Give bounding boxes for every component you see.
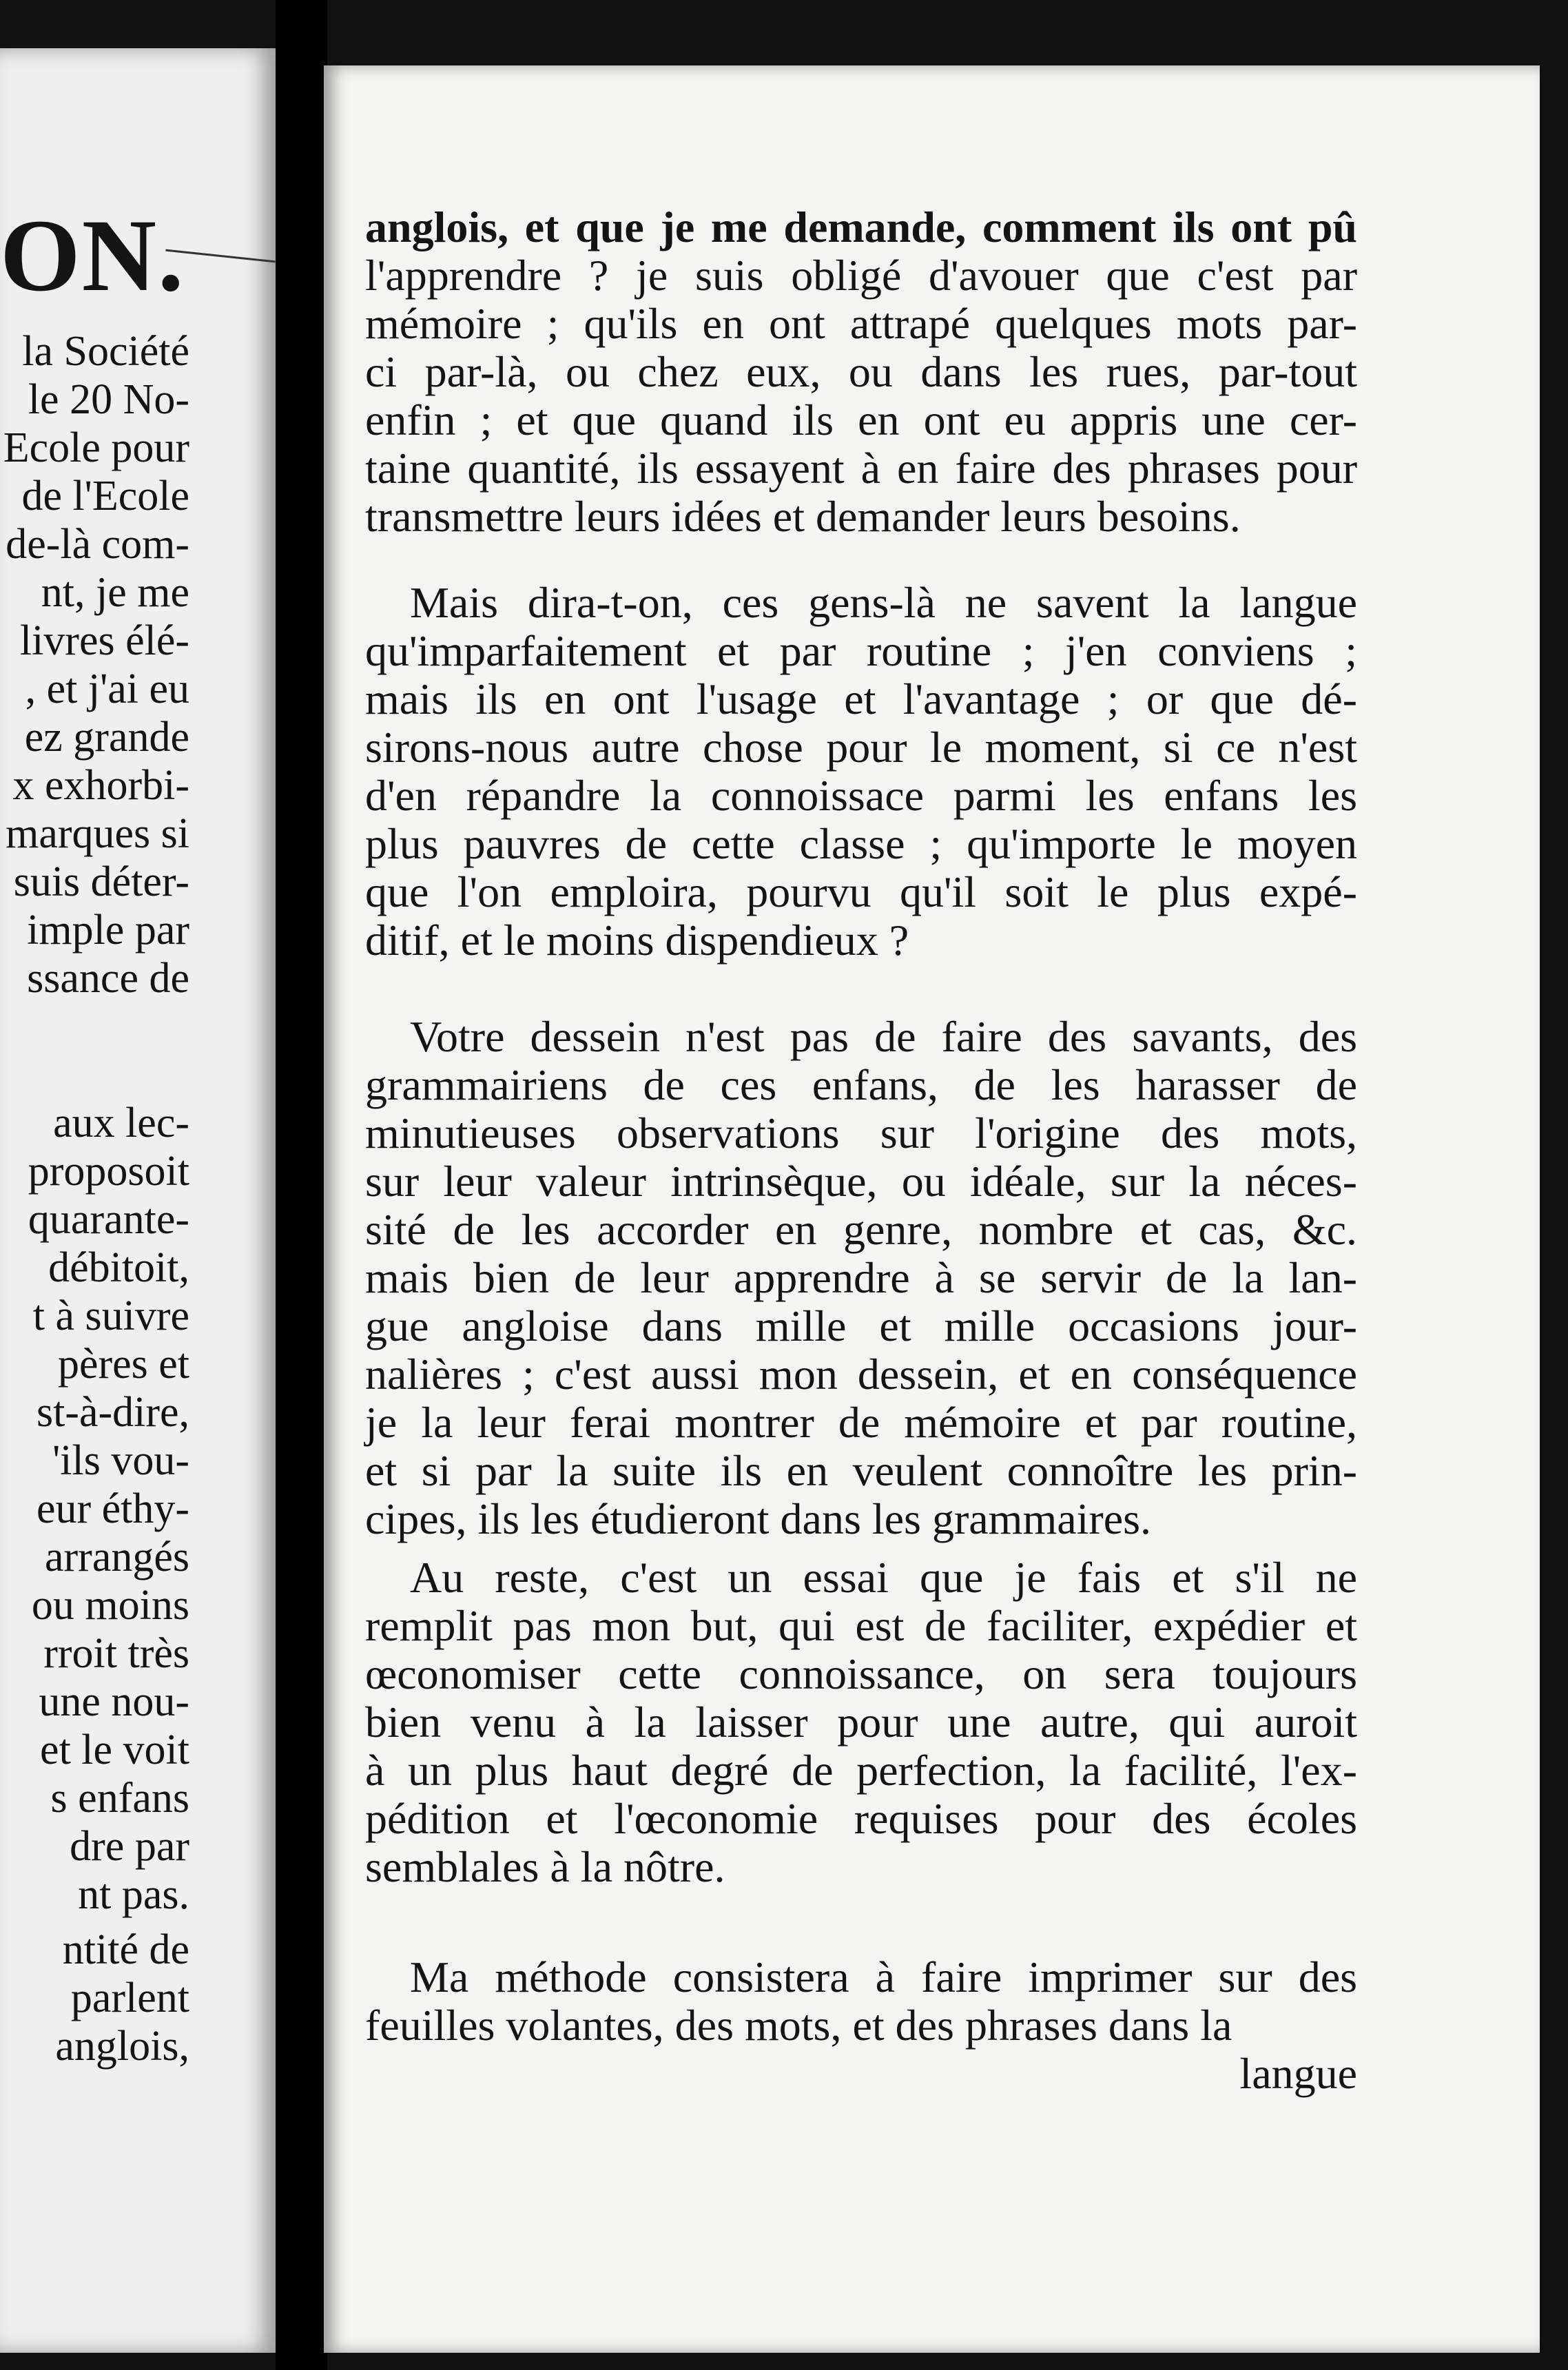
left-page-line: anglois, xyxy=(55,2023,189,2070)
left-page-line: arrangés xyxy=(45,1534,189,1580)
left-page-line: eur éthy- xyxy=(36,1485,189,1532)
body-text-line: l'apprendre ? je suis obligé d'avouer que c'est par xyxy=(365,251,1357,300)
left-page-heading: ON. xyxy=(0,198,185,313)
left-page-line: , et j'ai eu xyxy=(25,666,189,712)
body-text-line: sité de les accorder en genre, nombre et cas, &c. xyxy=(365,1205,1357,1254)
body-text-line: Ma méthode consistera à faire imprimer sur des xyxy=(410,1952,1357,2001)
body-text-line: sirons-nous autre chose pour le moment, si ce n'est xyxy=(365,723,1357,772)
left-page-line: nt, je me xyxy=(41,569,189,616)
left-page-line: dre par xyxy=(70,1823,189,1870)
page-gutter xyxy=(276,0,327,2370)
left-page-line: et le voit xyxy=(40,1727,189,1773)
left-page-line: pères et xyxy=(57,1341,189,1388)
body-text-line: d'en répandre la connoissace parmi les enfans les xyxy=(365,771,1357,820)
body-text-line: sur leur valeur intrinsèque, ou idéale, sur la néces- xyxy=(365,1157,1357,1206)
body-text-line: enfin ; et que quand ils en ont eu appris une cer- xyxy=(365,395,1357,444)
left-page-line: x exhorbi- xyxy=(12,762,189,809)
body-text-line: qu'imparfaitement et par routine ; j'en conviens ; xyxy=(365,626,1357,675)
left-page-line: de-là com- xyxy=(6,521,189,568)
left-page-line: une nou- xyxy=(39,1678,189,1725)
left-page-line: rroit très xyxy=(43,1630,189,1677)
left-page xyxy=(0,48,276,2353)
left-page-line: débitoit, xyxy=(48,1244,189,1291)
body-text-line: transmettre leurs idées et demander leurs besoins. xyxy=(365,492,1241,541)
left-page-line: marques si xyxy=(6,810,189,857)
body-text-line: pédition et l'œconomie requises pour des écoles xyxy=(365,1794,1357,1843)
body-text-line: Mais dira-t-on, ces gens-là ne savent la langue xyxy=(410,578,1357,627)
body-text-line: bien venu à la laisser pour une autre, qui auroit xyxy=(365,1698,1357,1746)
left-page-line: t à suivre xyxy=(32,1292,189,1339)
body-text-line: œconomiser cette connoissance, on sera toujours xyxy=(365,1649,1357,1698)
body-text-line: gue angloise dans mille et mille occasions jour- xyxy=(365,1301,1357,1350)
body-text-line: plus pauvres de cette classe ; qu'importe le moyen xyxy=(365,819,1357,868)
body-text-line: et si par la suite ils en veulent connoître les prin- xyxy=(365,1446,1357,1495)
left-page-line: proposoit xyxy=(28,1148,189,1195)
body-text-line: cipes, ils les étudieront dans les grammaires. xyxy=(365,1494,1152,1543)
body-text-line: grammairiens de ces enfans, de les harasser de xyxy=(365,1060,1357,1109)
left-page-line: ntité de xyxy=(62,1926,189,1973)
body-text-line: Au reste, c'est un essai que je fais et s'il ne xyxy=(410,1553,1357,1602)
right-page xyxy=(324,65,1540,2353)
left-page-line: aux lec- xyxy=(53,1100,189,1146)
left-page-line: ez grande xyxy=(24,714,189,761)
left-page-line: 'ils vou- xyxy=(52,1437,189,1484)
left-page-line: imple par xyxy=(27,907,189,954)
left-page-line: Ecole pour xyxy=(3,424,189,471)
body-text-line: remplit pas mon but, qui est de faciliter, expédier et xyxy=(365,1601,1357,1650)
body-text-line: minutieuses observations sur l'origine des mots, xyxy=(365,1109,1357,1157)
body-text-line: semblales à la nôtre. xyxy=(365,1842,725,1891)
left-page-line: livres élé- xyxy=(19,617,189,664)
body-text-line: feuilles volantes, des mots, et des phrases dans la xyxy=(365,2001,1232,2050)
body-text-line: Votre dessein n'est pas de faire des savants, des xyxy=(410,1012,1357,1061)
body-text-line: anglois, et que je me demande, comment ils ont pû xyxy=(365,203,1357,251)
left-page-line: nt pas. xyxy=(78,1871,189,1918)
left-page-line: suis déter- xyxy=(13,858,189,905)
body-text-line: ditif, et le moins dispendieux ? xyxy=(365,916,909,965)
body-text-line: taine quantité, ils essayent à en faire des phrases pour xyxy=(365,444,1357,493)
left-page-line: quarante- xyxy=(28,1196,189,1243)
body-text-line: je la leur ferai montrer de mémoire et par routine, xyxy=(365,1398,1357,1447)
left-page-line: ssance de xyxy=(27,955,189,1002)
left-page-line: ou moins xyxy=(31,1582,189,1629)
body-text-line: nalières ; c'est aussi mon dessein, et en conséquence xyxy=(365,1350,1357,1399)
body-text-line: mais ils en ont l'usage et l'avantage ; or que dé- xyxy=(365,674,1357,723)
catchword: langue xyxy=(1239,2049,1357,2098)
body-text-line: mais bien de leur apprendre à se servir de la lan- xyxy=(365,1253,1357,1302)
left-page-line: s enfans xyxy=(50,1775,189,1822)
body-text-line: ci par-là, ou chez eux, ou dans les rues, par-tout xyxy=(365,347,1357,396)
body-text-line: à un plus haut degré de perfection, la facilité, l'ex- xyxy=(365,1746,1357,1795)
body-text-line: mémoire ; qu'ils en ont attrapé quelques mots par- xyxy=(365,299,1357,348)
left-page-line: le 20 No- xyxy=(28,376,189,423)
left-page-line: de l'Ecole xyxy=(21,473,189,519)
left-page-line: la Société xyxy=(22,328,189,375)
left-page-line: parlent xyxy=(70,1975,189,2021)
left-page-line: st-à-dire, xyxy=(36,1389,189,1436)
body-text-line: que l'on emploira, pourvu qu'il soit le plus expé- xyxy=(365,867,1357,916)
